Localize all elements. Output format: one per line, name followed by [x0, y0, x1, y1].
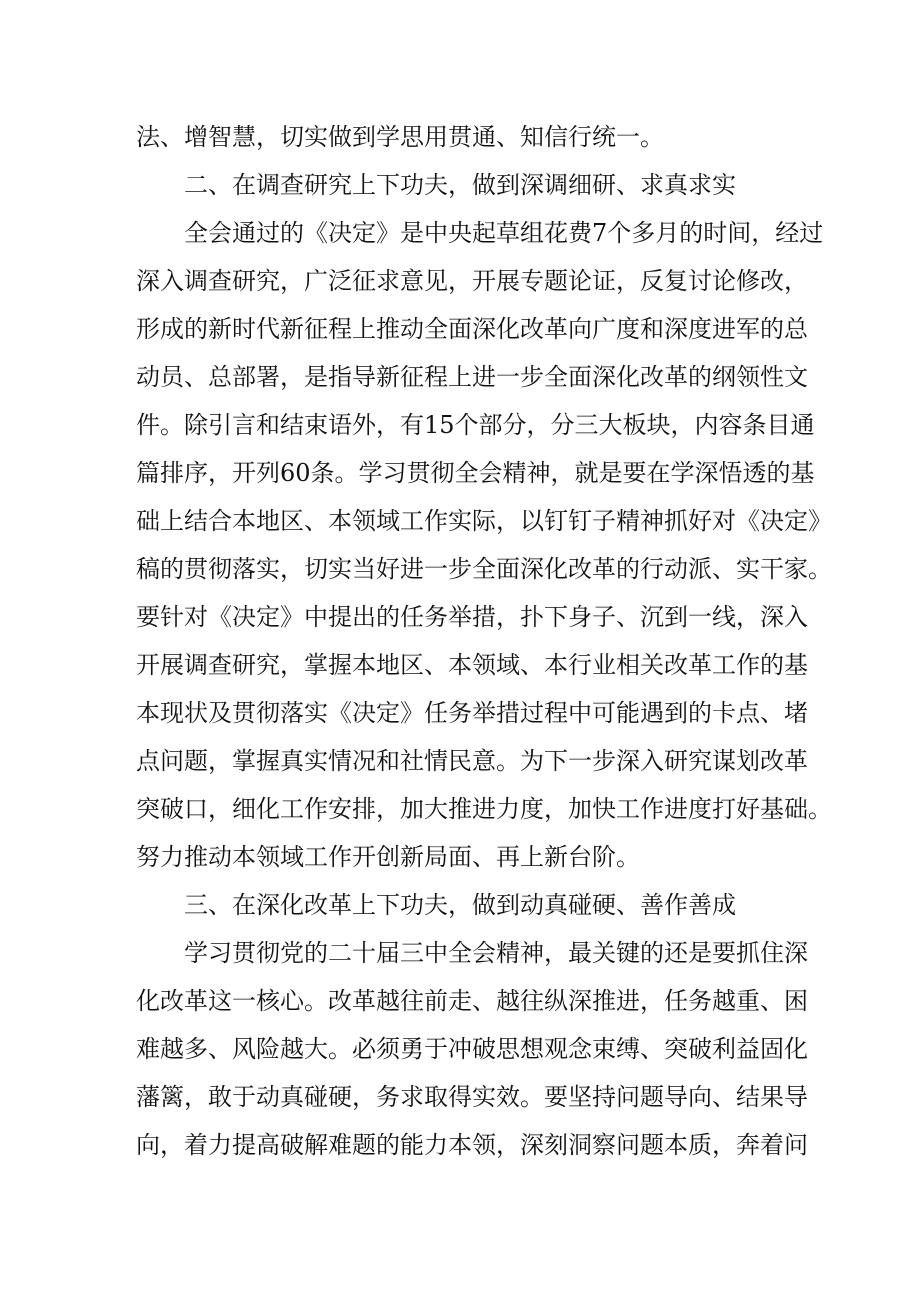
text-line: 突破口，细化工作安排，加大推进力度，加快工作进度打好基础。 — [136, 795, 832, 823]
text-line: 努力推动本领域工作开创新局面、再上新台阶。 — [136, 843, 640, 871]
text-line: 法、增智慧，切实做到学思用贯通、知信行统一。 — [136, 123, 664, 151]
text-line: 动员、总部署，是指导新征程上进一步全面深化改革的纲领性文 — [136, 363, 808, 391]
text-line: 篇排序，开列60条。学习贯彻全会精神，就是要在学深悟透的基 — [136, 459, 815, 487]
text-line: 难越多、风险越大。必须勇于冲破思想观念束缚、突破利益固化 — [136, 1035, 808, 1063]
section-heading: 二、在调查研究上下功夫，做到深调细研、求真求实 — [184, 171, 736, 199]
text-line: 化改革这一核心。改革越往前走、越往纵深推进，任务越重、困 — [136, 987, 808, 1015]
text-line: 深入调查研究，广泛征求意见，开展专题论证，反复讨论修改， — [136, 267, 808, 295]
text-line: 向，着力提高破解难题的能力本领，深刻洞察问题本质，奔着问 — [136, 1131, 808, 1159]
text-line: 点问题，掌握真实情况和社情民意。为下一步深入研究谋划改革 — [136, 747, 808, 775]
text-line: 本现状及贯彻落实《决定》任务举措过程中可能遇到的卡点、堵 — [136, 699, 808, 727]
text-line: 要针对《决定》中提出的任务举措，扑下身子、沉到一线，深入 — [136, 603, 808, 631]
section-heading: 三、在深化改革上下功夫，做到动真碰硬、善作善成 — [184, 891, 736, 919]
text-line: 础上结合本地区、本领域工作实际，以钉钉子精神抓好对《决定》 — [136, 507, 832, 535]
text-line: 件。除引言和结束语外，有15个部分，分三大板块，内容条目通 — [136, 411, 815, 439]
text-line: 稿的贯彻落实，切实当好进一步全面深化改革的行动派、实干家。 — [136, 555, 832, 583]
text-line: 开展调查研究，掌握本地区、本领域、本行业相关改革工作的基 — [136, 651, 808, 679]
text-line: 形成的新时代新征程上推动全面深化改革向广度和深度进军的总 — [136, 315, 808, 343]
text-line: 全会通过的《决定》是中央起草组花费7个多月的时间，经过 — [184, 219, 824, 247]
text-line: 藩篱，敢于动真碰硬，务求取得实效。要坚持问题导向、结果导 — [136, 1083, 808, 1111]
document-page — [136, 113, 832, 1169]
text-line: 学习贯彻党的二十届三中全会精神，最关键的还是要抓住深 — [184, 939, 808, 967]
